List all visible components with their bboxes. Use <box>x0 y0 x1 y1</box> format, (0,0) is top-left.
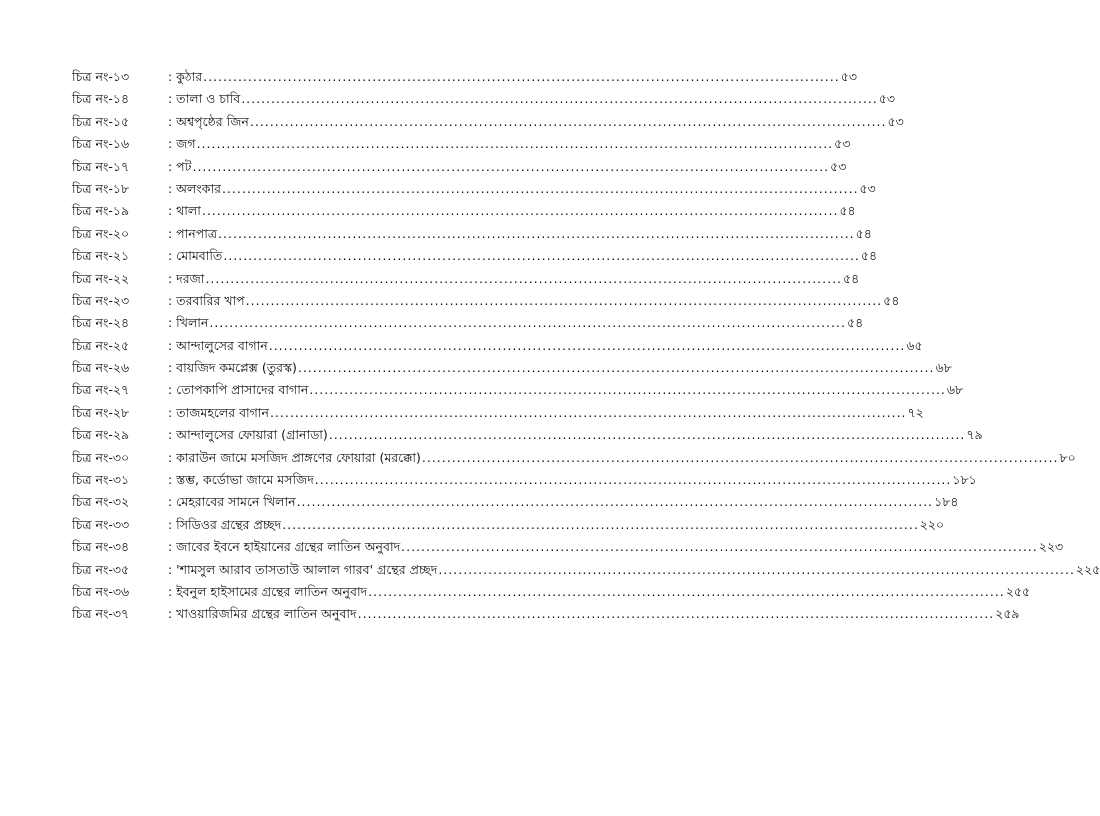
figure-number: চিত্র নং-৩০ <box>72 449 130 465</box>
dot-leader <box>358 603 995 625</box>
figure-title: : পট <box>168 158 192 174</box>
figure-title: : থালা <box>168 203 201 219</box>
figure-title: : আন্দালুসের বাগান <box>168 337 268 353</box>
figure-title: : 'শামসুল আরাব তাসতাউ আলাল গারব' গ্রন্থের প্রচ্ছদ <box>168 561 438 577</box>
figure-title: : তরবারির খাপ <box>168 292 245 308</box>
page-number: ৫৩ <box>859 180 876 196</box>
figure-title: : দরজা <box>168 270 205 286</box>
dot-leader <box>192 156 829 178</box>
figure-title: : জাবের ইবনে হাইয়ানের গ্রন্থের লাতিন অনুবাদ <box>168 539 401 555</box>
figure-title: : মোমবাতি <box>168 248 223 264</box>
page-number: ৫৪ <box>839 203 856 219</box>
figure-entry <box>168 357 952 379</box>
figure-entry <box>168 66 857 88</box>
dot-leader <box>218 223 855 245</box>
list-item <box>72 200 856 222</box>
dot-leader <box>197 133 834 155</box>
figure-entry <box>168 290 899 312</box>
dot-leader <box>270 402 907 424</box>
page-number: ১৮৪ <box>934 494 959 510</box>
list-item <box>72 357 952 379</box>
figure-title: : বায়জিদ কমপ্লেক্স (তুরস্ক) <box>168 360 297 376</box>
figure-number: চিত্র নং-২১ <box>72 248 130 264</box>
figure-title: : তালা ও চাবি <box>168 91 241 107</box>
page-number: ৭২ <box>907 404 924 420</box>
page-number: ৭৯ <box>966 427 983 443</box>
list-item <box>72 223 872 245</box>
list-item <box>72 379 964 401</box>
list-item <box>72 559 1100 581</box>
list-item <box>72 514 945 536</box>
figure-number: চিত্র নং-২৪ <box>72 315 130 331</box>
figure-number: চিত্র নং-৩১ <box>72 472 130 488</box>
page-number: ৬৮ <box>946 382 964 398</box>
figure-entry <box>168 312 863 334</box>
figure-title: : কারাউন জামে মসজিদ প্রাঙ্গণের ফোয়ারা (মরক্কো) <box>168 449 421 465</box>
page-number: ২৫৫ <box>1005 583 1031 599</box>
figure-title: : অশ্বপৃষ্ঠের জিন <box>168 113 249 129</box>
dot-leader <box>297 491 934 513</box>
figure-title: : জগ <box>168 136 196 152</box>
figure-number: চিত্র নং-২০ <box>72 225 130 241</box>
dot-leader <box>401 536 1038 558</box>
figure-number: চিত্র নং-৩২ <box>72 494 130 510</box>
figure-number: চিত্র নং-১৪ <box>72 91 130 107</box>
figure-number: চিত্র নং-১৩ <box>72 69 130 84</box>
page-number: ৮০ <box>1059 449 1076 465</box>
list-item <box>72 581 1031 603</box>
dot-leader <box>282 514 919 536</box>
dot-leader <box>298 357 935 379</box>
figure-entry <box>168 379 963 401</box>
dot-leader <box>329 424 966 446</box>
dot-leader <box>246 290 883 312</box>
figure-entry <box>168 559 1100 581</box>
list-item <box>72 268 860 290</box>
dot-leader <box>269 335 906 357</box>
figure-title: : আন্দালুসের ফোয়ারা (গ্রানাডা) <box>168 427 328 443</box>
dot-leader <box>368 581 1005 603</box>
page-number: ৫৩ <box>830 158 847 174</box>
dot-leader <box>309 379 946 401</box>
figure-number: চিত্র নং-১৯ <box>72 203 130 219</box>
dot-leader <box>202 200 839 222</box>
figure-number: চিত্র নং-১৬ <box>72 136 130 152</box>
list-item <box>72 290 900 312</box>
page-number: ৫৪ <box>855 225 872 241</box>
page-number: ৫৪ <box>860 248 878 264</box>
figure-entry <box>168 424 983 446</box>
dot-leader <box>422 447 1059 469</box>
figure-number: চিত্র নং-২৮ <box>72 404 130 420</box>
figure-number: চিত্র নং-২৬ <box>72 360 130 376</box>
page-number: ৫৪ <box>843 270 860 286</box>
list-item <box>72 469 977 491</box>
dot-leader <box>223 245 860 267</box>
dot-leader <box>205 268 842 290</box>
figure-number: চিত্র নং-১৮ <box>72 180 130 196</box>
page-number: ২২৩ <box>1038 539 1064 555</box>
dot-leader <box>438 559 1075 581</box>
figure-title: : খাওয়ারিজমির গ্রন্থের লাতিন অনুবাদ <box>168 606 357 622</box>
page-number: ৬৮ <box>935 360 952 376</box>
list-item <box>72 335 923 357</box>
list-item <box>72 402 924 424</box>
figure-number: চিত্র নং-২৯ <box>72 427 130 443</box>
figure-title: : স্তম্ভ, কর্ডোভা জামে মসজিদ <box>168 472 314 488</box>
figure-entry <box>168 536 1063 558</box>
figure-number: চিত্র নং-১৫ <box>72 113 130 129</box>
figure-entry <box>168 603 1020 625</box>
figure-entry <box>168 156 846 178</box>
figure-title: : ইবনুল হাইসামের গ্রন্থের লাতিন অনুবাদ <box>168 583 368 599</box>
figure-number: চিত্র নং-৩৭ <box>72 606 130 622</box>
page-number: ৫৩ <box>834 136 851 152</box>
figure-entry <box>168 514 944 536</box>
list-item <box>72 133 851 155</box>
list-item <box>72 312 864 334</box>
figure-entry <box>168 268 859 290</box>
list-item <box>72 111 904 133</box>
page-number: ৫৪ <box>883 292 900 308</box>
figure-entry <box>168 491 959 513</box>
list-item <box>72 424 983 446</box>
list-item <box>72 245 878 267</box>
figure-number: চিত্র নং-২৭ <box>72 382 130 398</box>
page-number: ৫৩ <box>887 113 904 129</box>
figure-number: চিত্র নং-১৭ <box>72 158 130 174</box>
figure-entry <box>168 133 850 155</box>
figure-number: চিত্র নং-৩৫ <box>72 561 130 577</box>
list-item <box>72 66 857 88</box>
figure-entry <box>168 200 856 222</box>
figure-number: চিত্র নং-৩৪ <box>72 539 130 555</box>
figure-index-list <box>72 66 1100 626</box>
figure-title: : অলংকার <box>168 180 221 196</box>
list-item <box>72 88 896 110</box>
page-number: ১৮১ <box>952 472 977 488</box>
list-item <box>72 603 1020 625</box>
page-number: ২২০ <box>919 516 945 532</box>
figure-number: চিত্র নং-২২ <box>72 270 130 286</box>
page-number: ৫৪ <box>846 315 864 331</box>
figure-number: চিত্র নং-২৫ <box>72 337 130 353</box>
figure-entry <box>168 335 923 357</box>
list-item <box>72 447 1076 469</box>
figure-entry <box>168 581 1030 603</box>
figure-number: চিত্র নং-৩৩ <box>72 516 130 532</box>
figure-number: চিত্র নং-২৩ <box>72 292 130 308</box>
figure-entry <box>168 469 977 491</box>
page-number: ৫৩ <box>878 91 896 107</box>
page-number: ২৫৯ <box>995 606 1020 622</box>
figure-entry <box>168 178 876 200</box>
list-item <box>72 156 847 178</box>
dot-leader <box>241 88 878 110</box>
list-item <box>72 536 1064 558</box>
dot-leader <box>315 469 952 491</box>
page-number: ৫৩ <box>840 69 857 84</box>
figure-entry <box>168 245 877 267</box>
figure-title: : কুঠার <box>168 69 203 84</box>
figure-entry <box>168 402 924 424</box>
page-number: ২২৫ <box>1075 561 1100 577</box>
figure-title: : তাজমহলের বাগান <box>168 404 269 420</box>
list-item <box>72 178 876 200</box>
figure-title: : পানপাত্র <box>168 225 218 241</box>
page-number: ৬৫ <box>906 337 923 353</box>
list-item <box>72 491 959 513</box>
figure-title: : তোপকাপি প্রাসাদের বাগান <box>168 382 309 398</box>
figure-title: : মেহরাবের সামনে খিলান <box>168 494 296 510</box>
figure-title: : সিডিওর গ্রন্থের প্রচ্ছদ <box>168 516 282 532</box>
dot-leader <box>222 178 859 200</box>
dot-leader <box>203 66 840 88</box>
dot-leader <box>250 111 887 133</box>
figure-entry <box>168 223 872 245</box>
figure-title: : খিলান <box>168 315 209 331</box>
figure-number: চিত্র নং-৩৬ <box>72 583 130 599</box>
figure-entry <box>168 88 895 110</box>
figure-entry <box>168 111 904 133</box>
dot-leader <box>209 312 846 334</box>
figure-entry <box>168 447 1076 469</box>
